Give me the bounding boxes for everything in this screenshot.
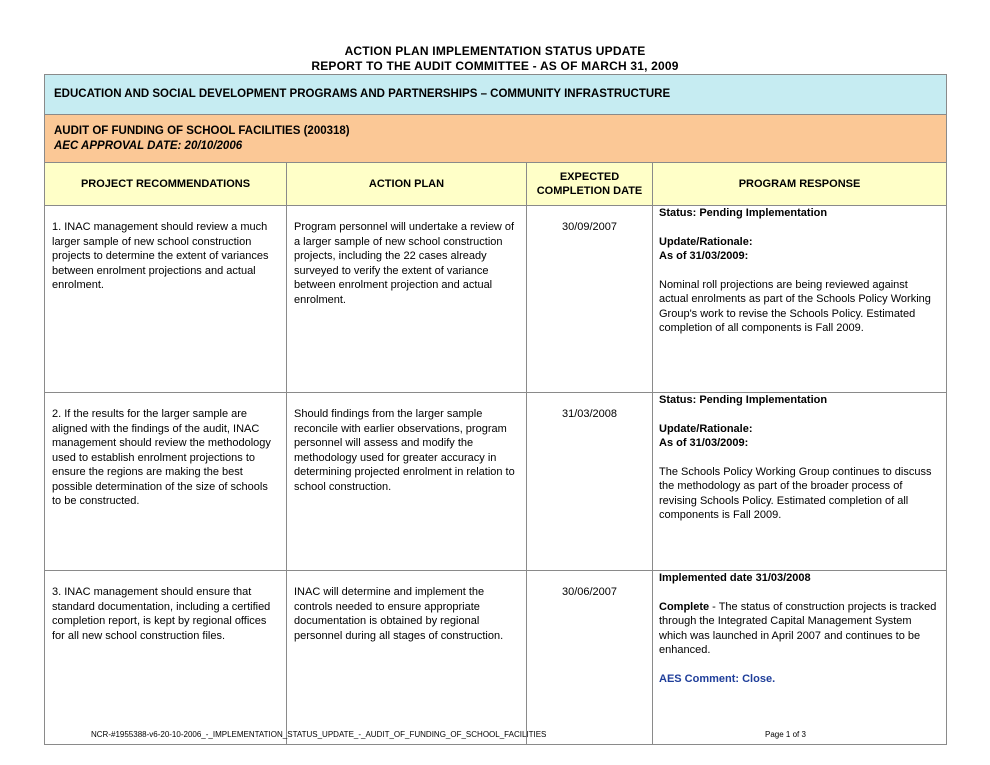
response-cell: [653, 571, 947, 745]
table-row: [45, 393, 947, 571]
audit-heading: [45, 115, 947, 163]
audit-approval-date: AEC APPROVAL DATE: 20/10/2006: [54, 139, 243, 152]
recommendation-cell: 3. INAC management should ensure that standard documentation, including a certified completion report, is kept by regional offices for all new school construction files.: [45, 571, 287, 745]
response-cell: [653, 393, 947, 571]
update-label: Update/Rationale:: [659, 422, 753, 435]
as-of-label: As of 31/03/2009:: [659, 437, 749, 449]
response-text: The Schools Policy Working Group continues to discuss the methodology as part of the broader process of revising Schools Policy. Estimated completion of all components is Fall 2009.: [659, 465, 932, 521]
header-recommendations: PROJECT RECOMMENDATIONS: [45, 163, 287, 206]
response-cell: [653, 206, 947, 393]
section-heading: EDUCATION AND SOCIAL DEVELOPMENT PROGRAMS AND PARTNERSHIPS – COMMUNITY INFRASTRUCTURE: [45, 75, 947, 115]
report-title-line1: ACTION PLAN IMPLEMENTATION STATUS UPDATE: [344, 44, 646, 58]
table-row: [45, 206, 947, 393]
recommendation-cell: 2. If the results for the larger sample are aligned with the findings of the audit, INAC management should review the methodology used to establish enrolment projections to ensure the regions are making the best possible determination of the size of schools to be constructed.: [45, 393, 287, 571]
aes-comment: AES Comment: Close.: [659, 672, 776, 685]
header-action-plan: ACTION PLAN: [287, 163, 527, 206]
action-plan-table: [44, 74, 947, 745]
complete-label: Complete: [659, 600, 710, 613]
as-of-label: As of 31/03/2009:: [659, 250, 749, 262]
audit-name: AUDIT OF FUNDING OF SCHOOL FACILITIES (200318): [54, 125, 350, 137]
complete-text: - The status of construction projects is tracked through the Integrated Capital Management System which was launched in April 2007 and continues to be enhanced.: [659, 600, 937, 656]
table-header-row: [45, 163, 947, 206]
table-row: [45, 571, 947, 745]
action-cell: Should findings from the larger sample reconcile with earlier observations, program personnel will assess and modify the methodology used for greater accuracy in determining projected enrolment in relation to school construction.: [287, 393, 527, 571]
update-label: Update/Rationale:: [659, 235, 753, 248]
status-label: Status: Pending Implementation: [659, 207, 828, 219]
date-cell: 30/06/2007: [527, 571, 653, 745]
action-cell: INAC will determine and implement the controls needed to ensure appropriate documentation is obtained by regional personnel during all stages of construction.: [287, 571, 527, 745]
status-label: Status: Pending Implementation: [659, 394, 828, 406]
report-title: [0, 44, 990, 74]
implemented-label: Implemented date 31/03/2008: [659, 572, 811, 584]
page-number: Page 1 of 3: [765, 730, 806, 739]
header-program-response: PROGRAM RESPONSE: [653, 163, 947, 206]
response-text: Nominal roll projections are being reviewed against actual enrolments as part of the Schools Policy Working Group's work to revise the Schools Policy. Estimated completion of all components is Fall 2009.: [659, 278, 931, 334]
header-expected-completion: EXPECTED COMPLETION DATE: [527, 163, 653, 206]
complete-paragraph: [659, 600, 940, 658]
date-cell: 31/03/2008: [527, 393, 653, 571]
date-cell: 30/09/2007: [527, 206, 653, 393]
report-title-line2: REPORT TO THE AUDIT COMMITTEE - AS OF MARCH 31, 2009: [311, 59, 679, 73]
recommendation-cell: 1. INAC management should review a much larger sample of new school construction projects to determine the extent of variances between enrolment projections and actual enrolment.: [45, 206, 287, 393]
action-cell: Program personnel will undertake a review of a larger sample of new school construction projects, including the 22 cases already surveyed to verify the extent of variance between enrolment projection and actual enrolment.: [287, 206, 527, 393]
footer-doc-id: NCR-#1955388-v6-20-10-2006_-_IMPLEMENTATION_STATUS_UPDATE_-_AUDIT_OF_FUNDING_OF_SCHOOL_FACILITIES: [91, 730, 547, 739]
